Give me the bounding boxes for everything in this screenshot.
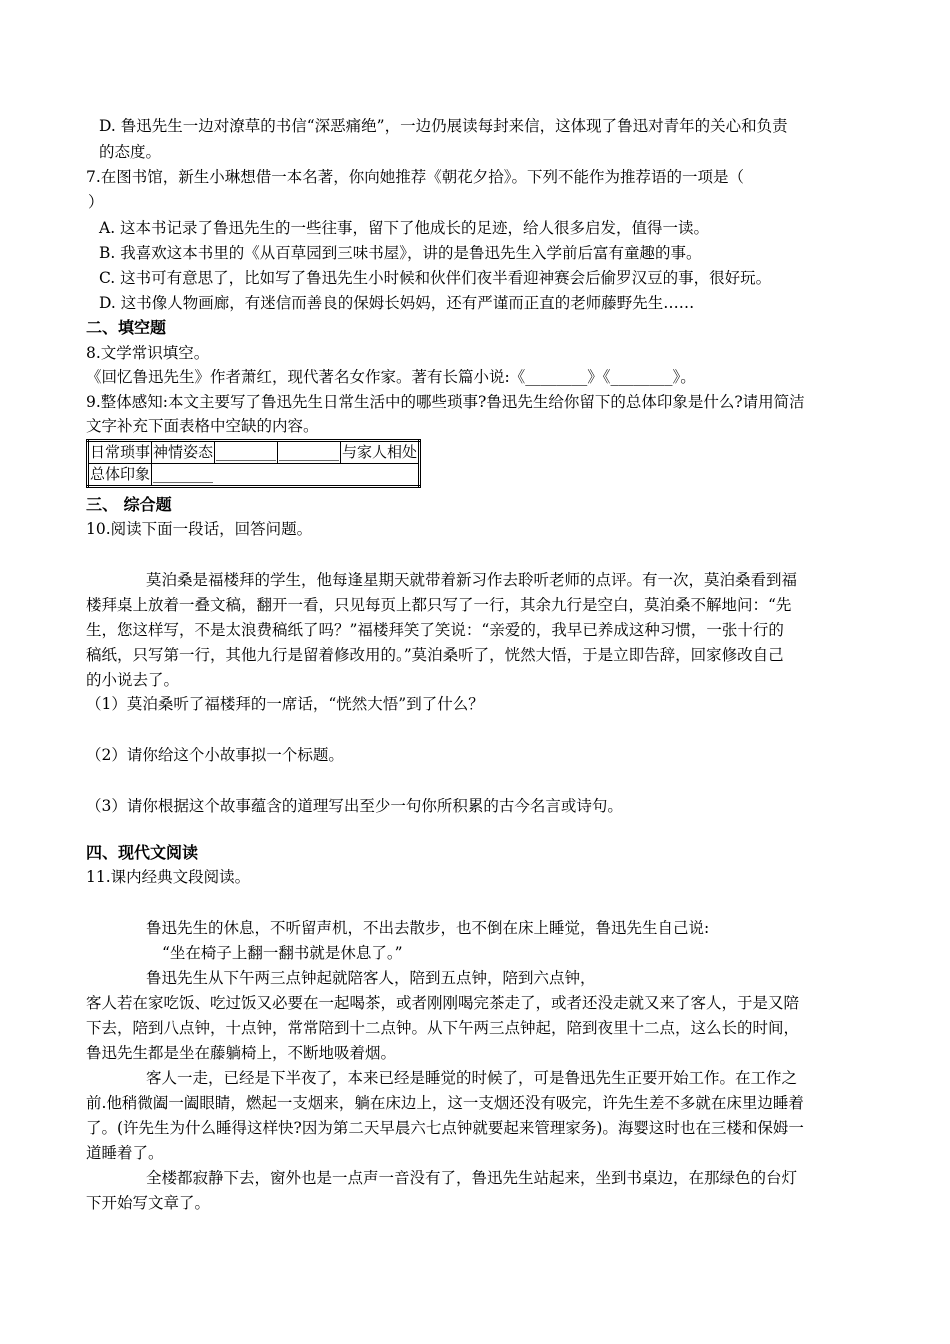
q11-passage-line: 前.他稍微阖一阖眼睛，燃起一支烟来，躺在床边上，这一支烟还没有吸完，许先生差不多就在床里边睡着	[86, 1094, 804, 1112]
table-cell: 神情姿态	[152, 441, 215, 464]
q10-passage-line: 的小说去了。	[86, 671, 180, 689]
q10-passage-line: 楼拜桌上放着一叠文稿，翻开一看，只见每页上都只写了一行，其余九行是空白，莫泊桑不解地问：“先	[86, 596, 792, 614]
section-2-title: 二、填空题	[86, 318, 167, 337]
table-blank-cell[interactable]: ________	[152, 464, 420, 487]
q11-passage-line: 鲁迅先生从下午两三点钟起就陪客人，陪到五点钟，陪到六点钟，	[146, 969, 596, 987]
table-cell: 与家人相处	[341, 441, 420, 464]
q11-passage-line: 下去，陪到八点钟，十点钟，常常陪到十二点钟。从下午两三点钟起，陪到夜里十二点，这么长的时间，	[86, 1019, 800, 1037]
q9-table-row-1	[88, 441, 420, 464]
q10-passage-line: 莫泊桑是福楼拜的学生，他每逢星期天就带着新习作去聆听老师的点评。有一次，莫泊桑看到福	[146, 571, 798, 589]
q7-option-a: A. 这本书记录了鲁迅先生的一些往事，留下了他成长的足迹，给人很多启发，值得一读。	[99, 219, 710, 237]
q9-stem-line1: 9.整体感知:本文主要写了鲁迅先生日常生活中的哪些琐事?鲁迅先生给你留下的总体印象是什么?请用简洁	[86, 393, 805, 411]
table-cell: 总体印象	[88, 464, 152, 487]
q11-passage-quote: “坐在椅子上翻一翻书就是休息了。”	[162, 944, 403, 962]
q6-option-d-line2: 的态度。	[99, 143, 162, 161]
q10-subquestion-1: （1）莫泊桑听了福楼拜的一席话，“恍然大悟”到了什么？	[86, 695, 484, 713]
q9-stem-line2: 文字补充下面表格中空缺的内容。	[86, 417, 319, 435]
q9-fill-table	[86, 439, 421, 488]
q11-passage-line: 鲁迅先生的休息，不听留声机，不出去散步，也不倒在床上睡觉，鲁迅先生自己说:	[146, 919, 710, 937]
q7-option-b: B. 我喜欢这本书里的《从百草园到三味书屋》，讲的是鲁迅先生入学前后富有童趣的事。	[99, 244, 702, 262]
q7-option-d: D. 这书像人物画廊，有迷信而善良的保姆长妈妈，还有严谨而正直的老师藤野先生……	[99, 294, 695, 312]
q7-option-c: C. 这书可有意思了，比如写了鲁迅先生小时候和伙伴们夜半看迎神赛会后偷罗汉豆的事，很好玩。	[99, 269, 772, 287]
q11-passage-line: 鲁迅先生都是坐在藤躺椅上，不断地吸着烟。	[86, 1044, 397, 1062]
table-blank-cell[interactable]: ________	[215, 441, 278, 464]
section-3-title: 三、 综合题	[86, 495, 172, 514]
q9-table-row-2	[88, 464, 420, 487]
q10-passage-line: 生，您这样写，不是太浪费稿纸了吗？”福楼拜笑了笑说：“亲爱的，我早已养成这种习惯，一张十行的	[86, 621, 784, 639]
table-cell: 日常琐事	[88, 441, 152, 464]
q11-passage-line: 了。(许先生为什么睡得这样快?因为第二天早晨六七点钟就要起来管理家务)。海婴这时也在三楼和保姆一	[86, 1119, 804, 1137]
q10-stem: 10.阅读下面一段话，回答问题。	[86, 520, 313, 538]
section-4-title: 四、现代文阅读	[86, 843, 199, 862]
q8-text: 《回忆鲁迅先生》作者萧红，现代著名女作家。著有长篇小说:《________》《________》。	[86, 368, 696, 386]
q11-passage-line: 全楼都寂静下去，窗外也是一点声一音没有了，鲁迅先生站起来，坐到书桌边，在那绿色的台灯	[146, 1169, 798, 1187]
q10-passage-line: 稿纸，只写第一行，其他九行是留着修改用的。”莫泊桑听了，恍然大悟，于是立即告辞，回家修改自己	[86, 646, 784, 664]
q11-passage-line: 客人若在家吃饭、吃过饭又必要在一起喝茶，或者刚刚喝完茶走了，或者还没走就又来了客人，于是又陪	[86, 994, 800, 1012]
q11-passage-line: 下开始写文章了。	[86, 1194, 211, 1212]
q10-subquestion-2: （2）请你给这个小故事拟一个标题。	[86, 746, 344, 764]
q8-stem: 8.文学常识填空。	[86, 344, 210, 362]
q11-passage-line: 客人一走，已经是下半夜了，本来已经是睡觉的时候了，可是鲁迅先生正要开始工作。在工作之	[146, 1069, 798, 1087]
table-blank-cell[interactable]: ________	[278, 441, 341, 464]
q10-subquestion-3: （3）请你根据这个故事蕴含的道理写出至少一句你所积累的古今名言或诗句。	[86, 797, 623, 815]
q11-stem: 11.课内经典文段阅读。	[86, 868, 251, 886]
q7-stem-line1: 7.在图书馆，新生小琳想借一本名著，你向她推荐《朝花夕拾》。下列不能作为推荐语的一项是（	[86, 168, 745, 186]
q6-option-d-line1: D. 鲁迅先生一边对潦草的书信“深恶痛绝”，一边仍展读每封来信，这体现了鲁迅对青年的关心和负责	[99, 117, 788, 135]
q11-passage-line: 道睡着了。	[86, 1144, 164, 1162]
q7-stem-line2: ）	[88, 193, 104, 211]
